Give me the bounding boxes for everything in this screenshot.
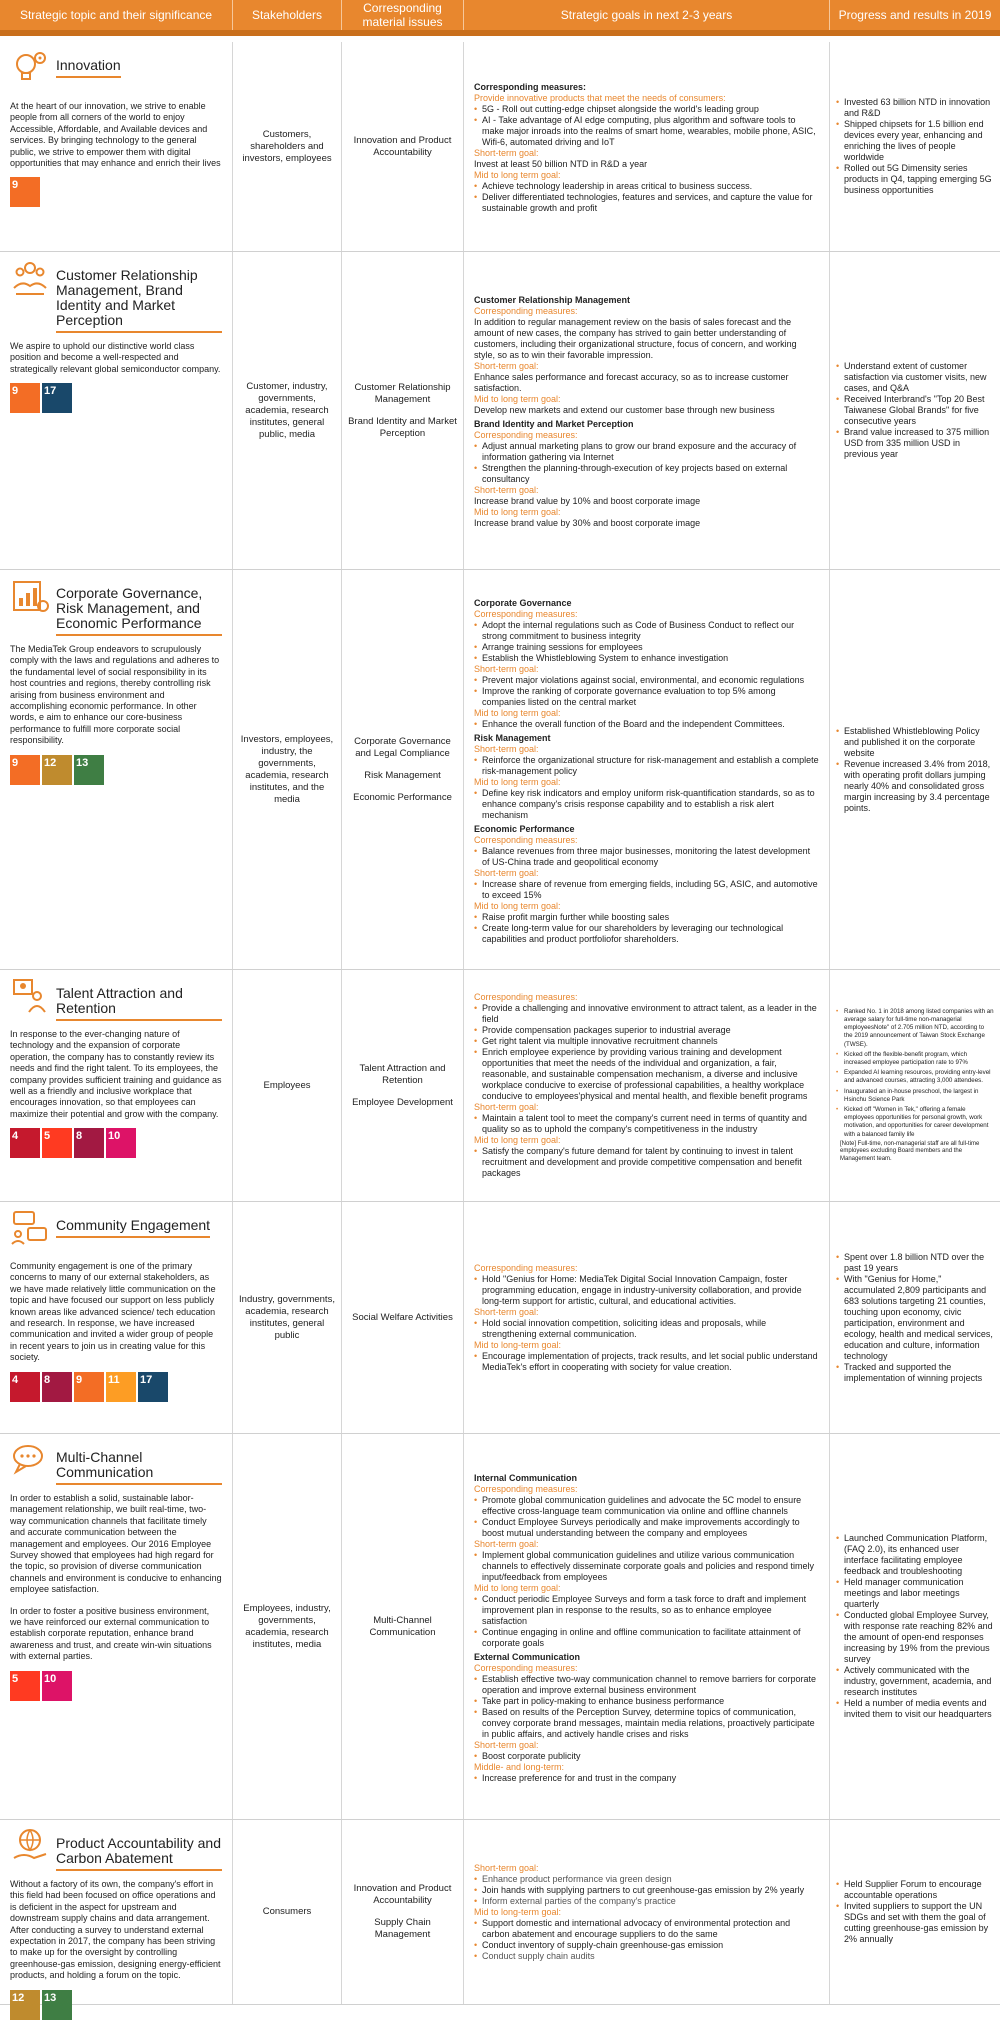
progress-item: • Received Interbrand's "Top 20 Best Taiwanese Global Brands" for five consecutive years — [836, 394, 994, 427]
progress-item: • Tracked and supported the implementation of winning projects — [836, 1362, 994, 1384]
goal-label: Mid to long term goal: — [474, 1582, 561, 1593]
goal-bullet: • Prevent major violations against social, environmental, and economic regulations — [474, 675, 819, 686]
talent-people-icon — [10, 976, 50, 1021]
goal-bullet: • Encourage implementation of projects, track results, and let social public understand MediaTek's effort in cooperating with society for value creation. — [474, 1351, 819, 1373]
topic-description: In response to the ever-changing nature of technology and the expansion of corporate operation, the company has to constantly review its needs and find the right talent. To its employees, the company provides sufficient training and guidance as well as a friendly and inclusive workplace that encourages innovation, so that employees can maximize their potential and grow with the company. — [10, 1029, 222, 1119]
material-issue: Multi-Channel Communication — [369, 1614, 436, 1638]
sdg-badge: 5 — [42, 1128, 72, 1158]
customer-hands-icon — [10, 258, 50, 303]
goal-label: Corresponding measures: — [474, 306, 578, 316]
goal-label: Corresponding measures: — [474, 992, 578, 1002]
sdg-badge: 10 — [106, 1128, 136, 1158]
topic-cell — [0, 252, 233, 569]
header-stakeholders: Stakeholders — [233, 0, 342, 30]
progress-cell — [830, 1434, 1000, 1819]
goal-label: Short-term goal: — [474, 867, 539, 878]
progress-note: [Note] Full-time, non-managerial staff are all full-time employees excluding Board members and the Management team. — [840, 1140, 980, 1162]
goal-bullet: • Establish effective two-way communication channel to remove barriers for corporate operation and improve external business environment — [474, 1674, 819, 1696]
progress-cell — [830, 970, 1000, 1201]
goal-bullet: • Join hands with supplying partners to cut greenhouse-gas emission by 2% yearly — [474, 1885, 819, 1896]
goal-heading: External Communication — [474, 1651, 581, 1662]
hand-globe-icon — [10, 1826, 50, 1871]
sdg-badge: 8 — [74, 1128, 104, 1158]
topic-description: The MediaTek Group endeavors to scrupulously comply with the laws and regulations and adheres to the fundamental level of social responsibility in its host countries and regions, thereby controlling risk arising from business environment and accomplishing economic performance. In other words, e aim to enhance our core-business performance to fulfill more corporate social responsibility. — [10, 644, 220, 746]
sdg-badge: 5 — [10, 1671, 40, 1701]
goal-label: Short-term goal: — [474, 1102, 539, 1112]
goal-bullet: • Based on results of the Perception Survey, determine topics of communication, convey corporate brand messages, maintain media relations, proactively participate in public affairs, and actively handle crises and risks — [474, 1707, 819, 1740]
goal-heading: Internal Communication — [474, 1472, 578, 1483]
goal-label: Mid to long-term goal: — [474, 1906, 562, 1917]
progress-item: • Brand value increased to 375 million USD from 335 million USD in previous year — [836, 427, 994, 460]
topic-title: Innovation — [56, 58, 121, 78]
goal-heading: Economic Performance — [474, 823, 575, 834]
material-issue: Risk Management — [364, 769, 441, 781]
topic-cell — [0, 1202, 233, 1433]
stakeholders-cell: Consumers — [233, 1820, 342, 2004]
goal-text: Enhance sales performance and forecast accuracy, so as to increase customer satisfaction. — [474, 372, 789, 393]
goal-bullet: • Provide compensation packages superior to industrial average — [474, 1025, 819, 1036]
topic-row — [0, 970, 1000, 1202]
goal-label: Corresponding measures: — [474, 1483, 578, 1494]
stakeholders-cell: Customer, industry, governments, academia, research institutes, general public, media — [233, 252, 342, 569]
goal-bullet: • Boost corporate publicity — [474, 1751, 819, 1762]
sdg-badge: 9 — [10, 383, 40, 413]
strategic-goals-cell — [464, 1820, 830, 2004]
goal-label: Corresponding measures: — [474, 608, 578, 619]
goal-label: Short-term goal: — [474, 148, 539, 158]
goal-label: Corresponding measures: — [474, 1262, 578, 1273]
material-issue: Corporate Governance and Legal Compliance — [354, 735, 451, 759]
goal-heading: Brand Identity and Market Perception — [474, 419, 634, 429]
goal-bullet: • AI - Take advantage of AI edge computing, plus algorithm and software tools to make major inroads into the realms of smart home, wearables, mobile phone, ASIC, Wifi-6, automated driving and IoT — [474, 115, 819, 148]
goal-bullet: • Hold social innovation competition, soliciting ideas and proposals, while strengthening external communication. — [474, 1318, 819, 1340]
goal-bullet: • Improve the ranking of corporate governance evaluation to top 5% among companies listed on the central market — [474, 686, 819, 708]
sdg-badge: 4 — [10, 1128, 40, 1158]
sdg-badge: 11 — [106, 1372, 136, 1402]
goal-bullet: • Raise profit margin further while boosting sales — [474, 912, 819, 923]
sdg-icons — [10, 177, 222, 207]
goal-bullet: • Inform external parties of the company's practice — [474, 1896, 819, 1907]
goal-bullet: • Satisfy the company's future demand for talent by continuing to invest in talent recruitment and development and provide competitive compensation and benefit packages — [474, 1146, 819, 1179]
goal-label: Corresponding measures: — [474, 834, 578, 845]
progress-item: • Spent over 1.8 billion NTD over the past 19 years — [836, 1252, 994, 1274]
topic-row — [0, 570, 1000, 970]
goal-label: Mid to long term goal: — [474, 394, 561, 404]
sdg-badge: 9 — [10, 755, 40, 785]
stakeholders-cell: Employees, industry, governments, academia, research institutes, media — [233, 1434, 342, 1819]
strategic-goals-cell — [464, 1434, 830, 1819]
sdg-icons — [10, 1372, 222, 1402]
goal-bullet: • Adjust annual marketing plans to grow our brand exposure and the accuracy of information gathering via Internet — [474, 441, 819, 463]
goal-bullet: • Increase preference for and trust in the company — [474, 1773, 819, 1784]
topic-title: Talent Attraction and Retention — [56, 986, 222, 1021]
sdg-badge: 8 — [42, 1372, 72, 1402]
topic-cell — [0, 1434, 233, 1819]
progress-item: • Held a number of media events and invited them to visit our headquarters — [836, 1698, 994, 1720]
goal-bullet: • Deliver differentiated technologies, features and services, and capture the value for sustainable growth and profit — [474, 192, 819, 214]
topic-cell — [0, 570, 233, 969]
goal-label: Mid to long term goal: — [474, 507, 561, 517]
goal-bullet: • Enhance product performance via green design — [474, 1874, 819, 1885]
strategic-goals-cell — [464, 252, 830, 569]
goal-bullet: • Adopt the internal regulations such as Code of Business Conduct to reflect our strong commitment to business integrity — [474, 620, 819, 642]
goal-heading: Corresponding measures: — [474, 82, 587, 92]
goal-bullet: • Increase share of revenue from emerging fields, including 5G, ASIC, and automotive to exceed 15% — [474, 879, 819, 901]
strategic-goals-cell — [464, 42, 830, 251]
progress-item: • Inaugurated an in-house preschool, the largest in Hsinchu Science Park — [836, 1088, 994, 1104]
goal-bullet: • Balance revenues from three major businesses, monitoring the latest development of US-China trade and geopolitical economy — [474, 846, 819, 868]
goal-bullet: • Arrange training sessions for employees — [474, 642, 819, 653]
material-issues-cell — [342, 1820, 464, 2004]
material-issues-cell — [342, 1202, 464, 1433]
topic-description: Community engagement is one of the primary concerns to many of our external stakeholders, as we have made relatively little communication on the topic and have focused our support on less publicly known areas like advanced science/ tech education and research. In response, we have increased communication and invited a wider group of people in recent years to join us in creating value for this society. — [10, 1261, 216, 1363]
goal-label: Middle- and long-term: — [474, 1761, 565, 1772]
table-header — [0, 0, 1000, 36]
header-progress: Progress and results in 2019 — [838, 8, 992, 22]
progress-item: • Kicked off "Women in Tek," offering a female employees opportunities for personal growth, work motivation, and opportunities for career development with a balanced family life — [836, 1106, 994, 1139]
topic-row — [0, 1820, 1000, 2005]
sdg-badge: 9 — [74, 1372, 104, 1402]
goal-label: Mid to long term goal: — [474, 170, 561, 180]
sdg-badge: 12 — [42, 755, 72, 785]
goal-bullet: • Hold "Genius for Home: MediaTek Digital Social Innovation Campaign, foster programming education, engage in industry-university collaboration, and provide long-term support for artistic, cultural, and educational activities. — [474, 1274, 819, 1307]
stakeholders-cell: Investors, employees, industry, the governments, academia, research institutes, and the media — [233, 570, 342, 969]
topic-cell — [0, 42, 233, 251]
material-issues-cell — [342, 970, 464, 1201]
progress-item: • Launched Communication Platform, (FAQ 2.0), its enhanced user interface facilitating employee feedback and troubleshooting — [836, 1533, 994, 1577]
material-issues-cell — [342, 252, 464, 569]
stakeholders-cell: Customers, shareholders and investors, employees — [233, 42, 342, 251]
progress-item: • Invested 63 billion NTD in innovation and R&D — [836, 97, 994, 119]
sdg-badge: 9 — [10, 177, 40, 207]
progress-item: • Expanded AI learning resources, providing entry-level and advanced courses, attracting 3,000 attendees. — [836, 1069, 994, 1085]
material-issue: Social Welfare Activities — [352, 1311, 453, 1323]
strategic-goals-cell — [464, 1202, 830, 1433]
goal-bullet: • Continue engaging in online and offline communication to facilitate attainment of corporate goals — [474, 1627, 819, 1649]
topic-row — [0, 42, 1000, 252]
goal-text: Invest at least 50 billion NTD in R&D a year — [474, 159, 648, 169]
goal-text: Increase brand value by 30% and boost corporate image — [474, 518, 701, 528]
goal-bullet: • Maintain a talent tool to meet the company's current need in terms of quantity and quality so as to uphold the company's competitiveness in the industry — [474, 1113, 819, 1135]
material-issue: Supply Chain Management — [374, 1917, 431, 1940]
topic-description: In order to establish a solid, sustainable labor-management relationship, we built real-time, two-way communication channels that facilitate timely and accurate communication between the management and employees. Our 2016 Employee Survey showed that employees had high regard for the topic, so provision of diverse communication channels and environment is conducive to enhancing employee satisfaction. — [10, 1493, 222, 1595]
goal-bullet: • Conduct periodic Employee Surveys and form a task force to draft and implement improvement plan in response to the results, so as to enhance employee satisfaction — [474, 1594, 819, 1627]
material-issue: Employee Development — [352, 1096, 453, 1108]
governance-chart-icon — [10, 576, 50, 621]
stakeholders-cell: Industry, governments, academia, research institutes, general public — [233, 1202, 342, 1433]
goal-text: Increase brand value by 10% and boost corporate image — [474, 496, 701, 506]
topic-description-2: In order to foster a positive business environment, we have reinforced our external communication to establish corporate reputation, enhance brand awareness and trust, and create win-win situations with external parties. — [10, 1605, 212, 1662]
goal-label: Corresponding measures: — [474, 1662, 578, 1673]
progress-cell — [830, 42, 1000, 251]
goal-label: Provide innovative products that meet the needs of consumers: — [474, 93, 726, 103]
goal-bullet: • Conduct supply chain audits — [474, 1951, 819, 1962]
goal-label: Short-term goal: — [474, 663, 539, 674]
goal-bullet: • Implement global communication guidelines and utilize various communication channels to effectively disseminate corporate goals and policies and respond timely input/feedback from employees — [474, 1550, 819, 1583]
topic-row — [0, 1202, 1000, 1434]
progress-item: • Shipped chipsets for 1.5 billion end devices every year, enhancing and enriching the lives of people worldwide — [836, 119, 994, 163]
topic-row — [0, 1434, 1000, 1820]
goal-bullet: • Define key risk indicators and employ uniform risk-quantification standards, so as to enhance company's crisis response capability and to establish a risk alert mechanism — [474, 788, 819, 821]
lightbulb-gear-icon — [10, 48, 50, 93]
sdg-icons — [10, 1128, 222, 1158]
progress-item: • Actively communicated with the industry, government, academia, and research institutes — [836, 1665, 994, 1698]
goal-bullet: • 5G - Roll out cutting-edge chipset alongside the world's leading group — [474, 104, 819, 115]
progress-cell — [830, 1820, 1000, 2004]
topic-row — [0, 252, 1000, 570]
topic-description: At the heart of our innovation, we strive to enable people from all corners of the world to enjoy Accessible, Affordable, and Available devices and services. By bringing technology to the general public, we strive to empower them with digital opportunities that may enhance and enrich their lives — [10, 101, 221, 169]
progress-item: • Held manager communication meetings and labor meetings quarterly — [836, 1577, 994, 1610]
community-chat-icon — [10, 1208, 50, 1253]
goal-label: Mid to long term goal: — [474, 707, 561, 718]
progress-item: • Conducted global Employee Survey, with response rate reaching 82% and the amount of open-end responses increasing by 19% from the previous survey — [836, 1610, 994, 1665]
goal-label: Short-term goal: — [474, 743, 539, 754]
material-issue: Economic Performance — [353, 791, 452, 803]
goal-bullet: • Strengthen the planning-through-execution of key projects based on external consultancy — [474, 463, 819, 485]
goal-bullet: • Reinforce the organizational structure for risk-management and establish a complete risk-management policy — [474, 755, 819, 777]
goal-label: Mid to long term goal: — [474, 776, 561, 787]
sdg-badge: 17 — [138, 1372, 168, 1402]
goal-heading: Risk Management — [474, 732, 551, 743]
material-issue: Customer Relationship Management — [354, 381, 451, 405]
progress-item: • Understand extent of customer satisfaction via customer visits, new cases, and Q&A — [836, 361, 994, 394]
sdg-badge: 13 — [42, 1990, 72, 2020]
topic-cell — [0, 970, 233, 1201]
header-issues: Corresponding material issues — [342, 0, 464, 30]
goal-label: Short-term goal: — [474, 361, 539, 371]
topic-cell — [0, 1820, 233, 2004]
topic-title: Corporate Governance, Risk Management, and Economic Performance — [56, 586, 222, 636]
progress-item: • Invited suppliers to support the UN SDGs and set with them the goal of cutting greenhouse-gas emission by 2% annually — [836, 1901, 994, 1945]
topic-title: Customer Relationship Management, Brand Identity and Market Perception — [56, 268, 222, 333]
progress-item: • Revenue increased 3.4% from 2018, with operating profit dollars jumping nearly 40% and consolidated gross margin increasing by 3.4 percentage points. — [836, 759, 994, 814]
strategic-goals-cell — [464, 570, 830, 969]
sdg-badge: 17 — [42, 383, 72, 413]
goal-label: Mid to long term goal: — [474, 900, 561, 911]
strategic-goals-cell — [464, 970, 830, 1201]
progress-cell — [830, 570, 1000, 969]
progress-item: • Rolled out 5G Dimensity series products in Q4, tapping emerging 5G business opportunities — [836, 163, 994, 196]
goal-bullet: • Enrich employee experience by providing various training and development opportunities that meet the needs of the individual and organization, a fair, reasonable, and sustainable compensation mechanism, a diverse and inclusive workplace conducive to exercise of professional capabilities, a healthy workplace conducive to employees'physical and mental health, and flexible benefit programs — [474, 1047, 819, 1102]
header-goals: Strategic goals in next 2-3 years — [464, 0, 830, 30]
progress-item: • With "Genius for Home," accumulated 2,809 participants and 683 solutions targeting 21 counties, touching upon economy, civic participation, environment and ecology, health and medical services, education and culture, information technology — [836, 1274, 994, 1362]
topic-title: Multi-Channel Communication — [56, 1450, 222, 1485]
material-issues-cell — [342, 42, 464, 251]
goal-bullet: • Take part in policy-making to enhance business performance — [474, 1696, 819, 1707]
goal-bullet: • Provide a challenging and innovative environment to attract talent, as a leader in the field — [474, 1003, 819, 1025]
topic-description: Without a factory of its own, the company's effort in this field had been focused on office operations and is deficient in the aspect for upstream and downstream supply chains and data arrangement. After conducting a survey to understand external expectation in 2017, the company has been striving to make up for the oversight by controlling greenhouse-gas emission, designing energy-efficient products, and holding a forum on the topic. — [10, 1879, 221, 1981]
goal-label: Mid to long-term goal: — [474, 1339, 562, 1350]
goal-label: Short-term goal: — [474, 1306, 539, 1317]
progress-item: • Ranked No. 1 in 2018 among listed companies with an average salary for full-time non-managerial employeesNote" of 2.705 million NTD, according to the 2019 announcement of Taiwan Stock Exchange (TWSE). — [836, 1008, 994, 1049]
topic-title: Community Engagement — [56, 1218, 210, 1238]
sdg-badge: 10 — [42, 1671, 72, 1701]
material-issue: Brand Identity and Market Perception — [348, 415, 457, 439]
material-issue: Innovation and Product Accountability — [353, 1883, 452, 1906]
goal-bullet: • Achieve technology leadership in areas critical to business success. — [474, 181, 819, 192]
goal-text: Develop new markets and extend our customer base through new business — [474, 405, 775, 415]
progress-item: • Established Whistleblowing Policy and published it on the corporate website — [836, 726, 994, 759]
goal-bullet: • Create long-term value for our shareholders by leveraging our technological capabilities and product portfoliofor shareholders. — [474, 923, 819, 945]
goal-bullet: • Get right talent via multiple innovative recruitment channels — [474, 1036, 819, 1047]
topic-title: Product Accountability and Carbon Abatement — [56, 1836, 222, 1871]
stakeholders-cell: Employees — [233, 970, 342, 1201]
progress-cell — [830, 1202, 1000, 1433]
progress-cell — [830, 252, 1000, 569]
material-issue: Talent Attraction and Retention — [359, 1062, 446, 1086]
sdg-icons — [10, 755, 222, 785]
material-issues-cell — [342, 570, 464, 969]
sdg-icons — [10, 1671, 222, 1701]
goal-heading: Customer Relationship Management — [474, 295, 631, 305]
goal-bullet: • Establish the Whistleblowing System to enhance investigation — [474, 653, 819, 664]
sdg-badge: 12 — [10, 1990, 40, 2020]
sdg-badge: 4 — [10, 1372, 40, 1402]
goal-heading: Corporate Governance — [474, 597, 572, 608]
topic-description: We aspire to uphold our distinctive world class position and become a well-respected and strategically relevant global semiconductor company. — [10, 341, 221, 374]
material-issue: Innovation and Product Accountability — [353, 134, 452, 158]
goal-label: Corresponding measures: — [474, 430, 578, 440]
progress-item: • Held Supplier Forum to encourage accountable operations — [836, 1879, 994, 1901]
progress-item: • Kicked off the flexible-benefit program, which increased employee participation rate to 97% — [836, 1051, 994, 1067]
goal-label: Short-term goal: — [474, 1862, 539, 1873]
goal-bullet: • Support domestic and international advocacy of environmental protection and carbon abatement and encourage suppliers to do the same — [474, 1918, 819, 1940]
header-topic: Strategic topic and their significance — [0, 0, 233, 30]
goal-label: Short-term goal: — [474, 1739, 539, 1750]
goal-label: Mid to long term goal: — [474, 1135, 561, 1145]
speech-bubbles-icon — [10, 1440, 50, 1485]
goal-bullet: • Enhance the overall function of the Board and the independent Committees. — [474, 719, 819, 730]
goal-bullet: • Promote global communication guidelines and advocate the 5C model to ensure effective cross-language team communication via online and offline channels — [474, 1495, 819, 1517]
goal-text: In addition to regular management review on the basis of sales forecast and the amount of new cases, the company has strived to gain better understanding of customers, including their organizational structure, focus of concern, and working style, so as to win their favorable impression. — [474, 317, 797, 360]
goal-label: Short-term goal: — [474, 485, 539, 495]
goal-bullet: • Conduct Employee Surveys periodically and make improvements accordingly to boost mutual understanding between the company and employees — [474, 1517, 819, 1539]
goal-label: Short-term goal: — [474, 1538, 539, 1549]
goal-bullet: • Conduct inventory of supply-chain greenhouse-gas emission — [474, 1940, 819, 1951]
sdg-icons — [10, 383, 222, 413]
sdg-badge: 13 — [74, 755, 104, 785]
material-issues-cell — [342, 1434, 464, 1819]
